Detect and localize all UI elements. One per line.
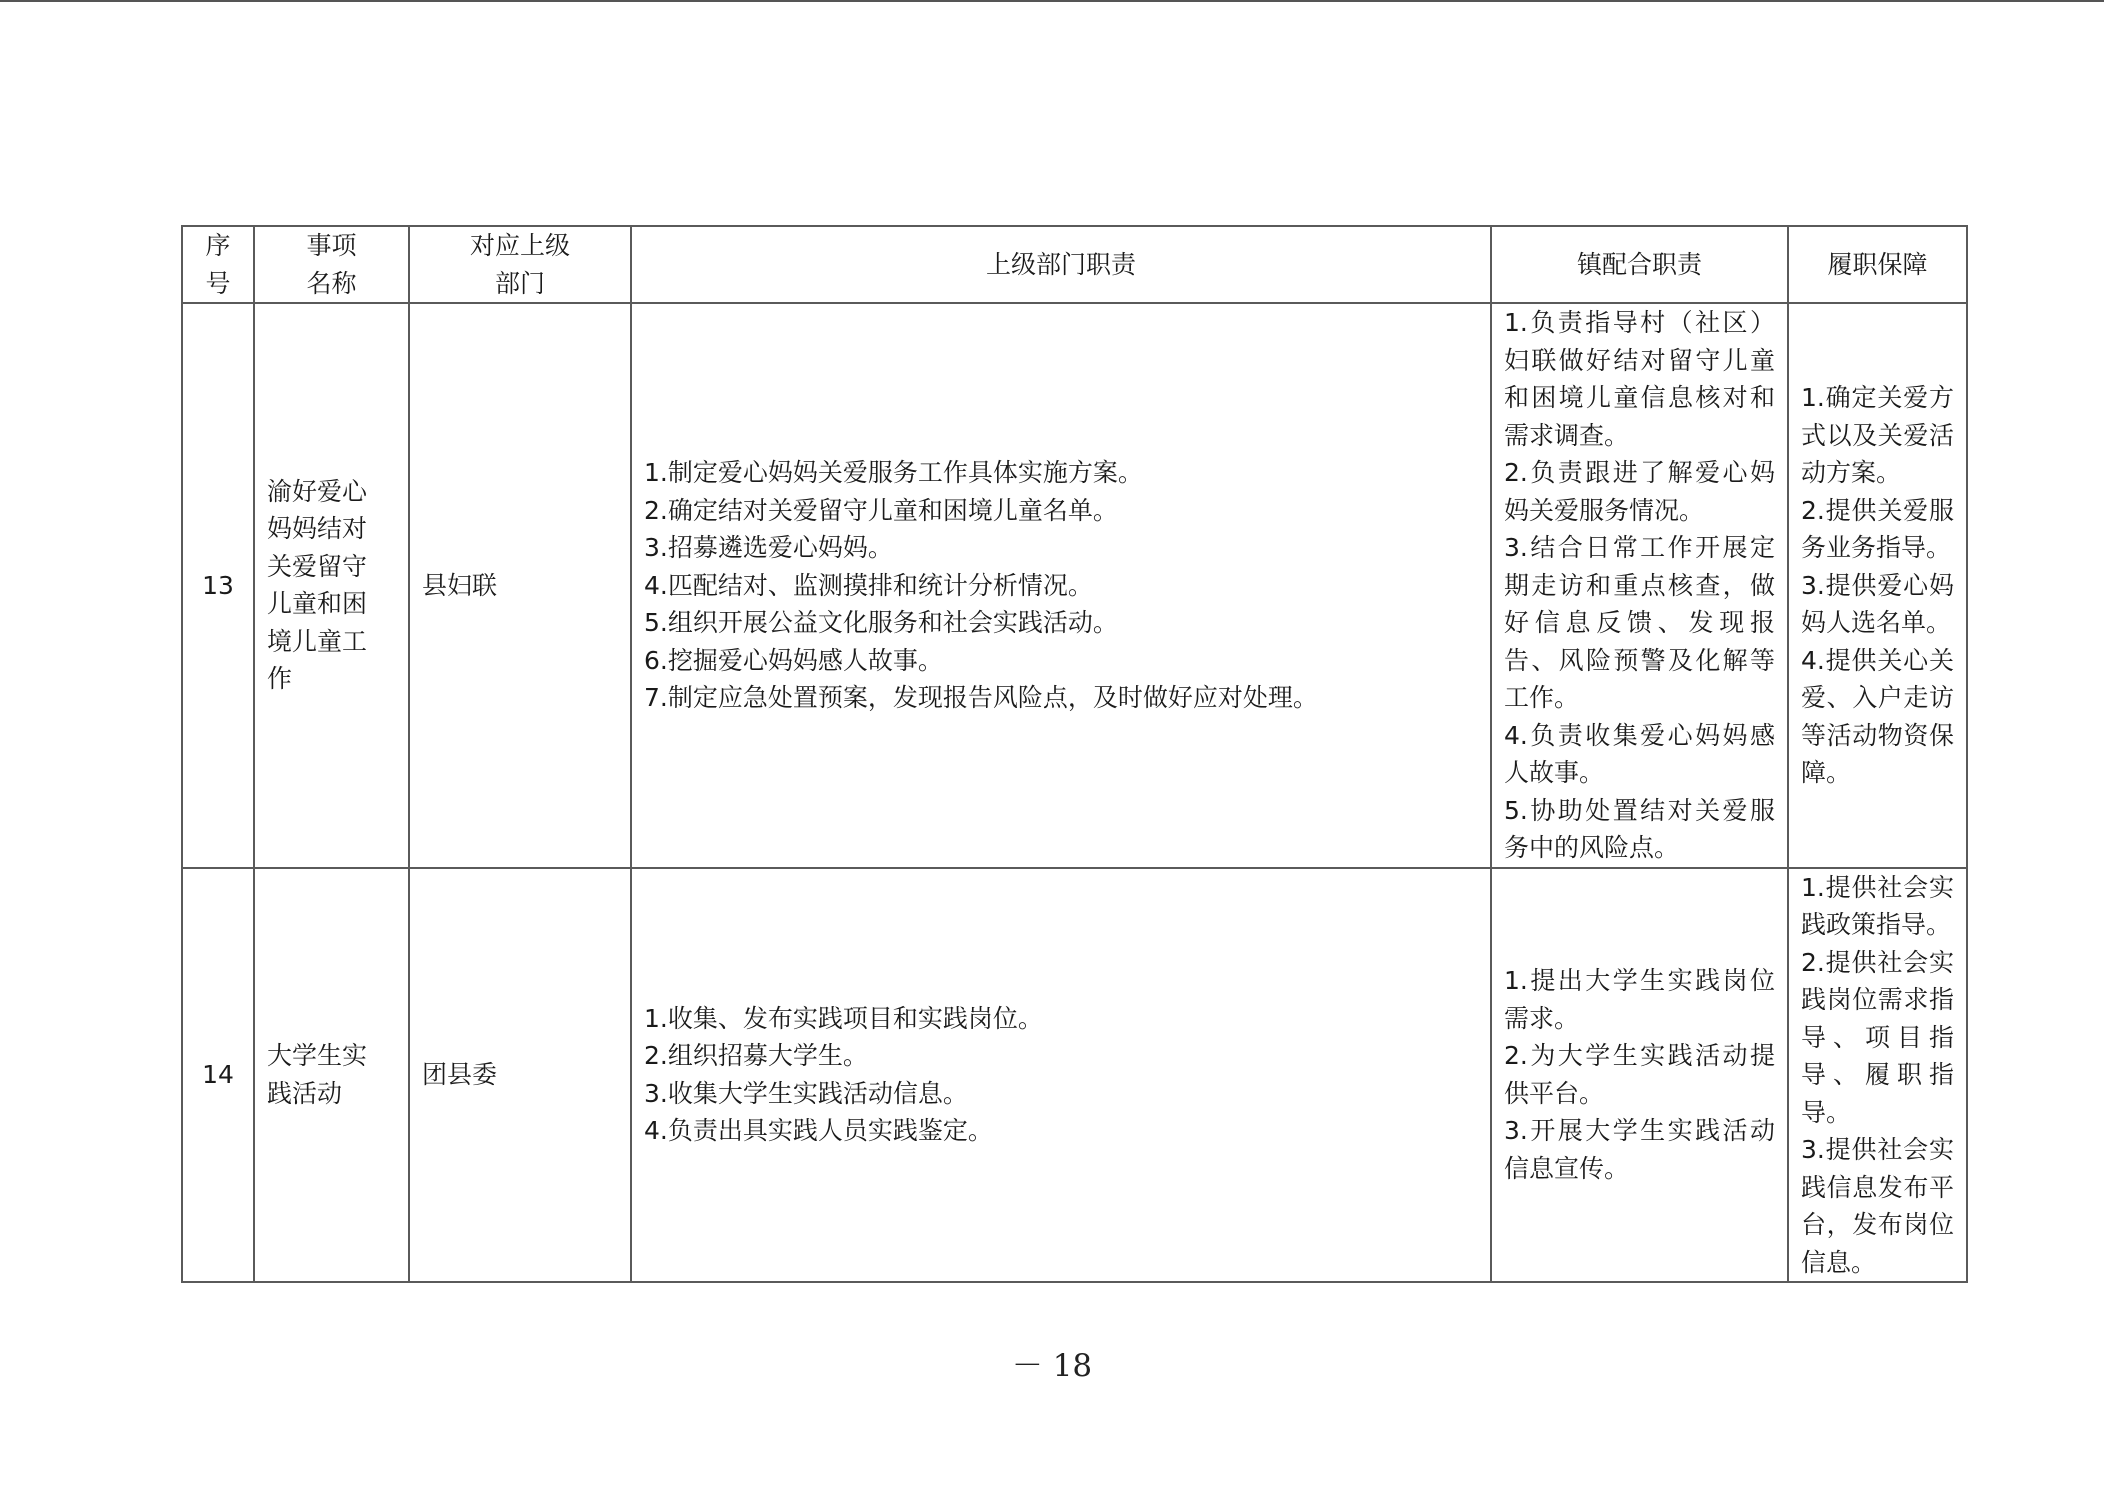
guarantee-item: 1.确定关爱方式以及关爱活动方案。 bbox=[1801, 383, 1954, 487]
duty-item: 6.挖掘爱心妈妈感人故事。 bbox=[644, 645, 943, 675]
item-name-line: 作 bbox=[267, 664, 293, 694]
duty-item: 2.确定结对关爱留守儿童和困境儿童名单。 bbox=[644, 495, 1118, 525]
row-duties bbox=[631, 303, 1491, 868]
header-item bbox=[254, 226, 409, 303]
row-town-duties bbox=[1491, 868, 1788, 1283]
town-duty-item: 3.结合日常工作开展定期走访和重点核查，做好信息反馈、发现报告、风险预警及化解等工作。 bbox=[1504, 533, 1775, 712]
table-row bbox=[182, 303, 1967, 868]
guarantee-item: 1.提供社会实践政策指导。 bbox=[1801, 872, 1954, 939]
guarantee-item: 2.提供社会实践岗位需求指导、项目指导、履职指导。 bbox=[1801, 947, 1954, 1127]
header-seq-line: 号 bbox=[205, 268, 231, 298]
row-duties bbox=[631, 868, 1491, 1283]
row-item-name bbox=[254, 868, 409, 1283]
page-top-border bbox=[0, 0, 2104, 2]
town-duty-item: 2.负责跟进了解爱心妈妈关爱服务情况。 bbox=[1504, 458, 1775, 525]
header-seq bbox=[182, 226, 254, 303]
row-seq: 14 bbox=[182, 868, 254, 1283]
town-duty-item: 4.负责收集爱心妈妈感人故事。 bbox=[1504, 720, 1775, 787]
row-dept: 团县委 bbox=[409, 868, 631, 1283]
duty-item: 1.收集、发布实践项目和实践岗位。 bbox=[644, 1003, 1043, 1033]
header-dept-line: 对应上级 bbox=[469, 231, 570, 260]
responsibility-table bbox=[181, 225, 1968, 1283]
item-name-line: 践活动 bbox=[267, 1078, 343, 1108]
town-duty-item: 5.协助处置结对关爱服务中的风险点。 bbox=[1504, 795, 1775, 862]
town-duty-item: 1.提出大学生实践岗位需求。 bbox=[1504, 966, 1775, 1033]
header-seq-line: 序 bbox=[205, 231, 231, 260]
header-dept bbox=[409, 226, 631, 303]
guarantee-item: 4.提供关心关爱、入户走访等活动物资保障。 bbox=[1801, 645, 1954, 787]
item-name-line: 境儿童工 bbox=[267, 626, 368, 656]
guarantee-item: 2.提供关爱服务业务指导。 bbox=[1801, 495, 1954, 562]
town-duty-item: 1.负责指导村（社区）妇联做好结对留守儿童和困境儿童信息核对和需求调查。 bbox=[1504, 308, 1775, 450]
table-row bbox=[182, 868, 1967, 1283]
town-duty-item: 2.为大学生实践活动提供平台。 bbox=[1504, 1041, 1775, 1108]
guarantee-item: 3.提供爱心妈妈人选名单。 bbox=[1801, 570, 1954, 637]
row-dept: 县妇联 bbox=[409, 303, 631, 868]
row-guarantee bbox=[1788, 868, 1967, 1283]
row-seq: 13 bbox=[182, 303, 254, 868]
page-number: － 18 bbox=[1011, 1348, 1093, 1384]
duty-item: 2.组织招募大学生。 bbox=[644, 1041, 868, 1071]
row-town-duties bbox=[1491, 303, 1788, 868]
table-header-row bbox=[182, 226, 1967, 303]
item-name-line: 妈妈结对 bbox=[267, 514, 368, 544]
item-name-line: 儿童和困 bbox=[267, 589, 368, 619]
header-item-line: 名称 bbox=[306, 268, 357, 298]
row-item-name bbox=[254, 303, 409, 868]
duty-item: 3.收集大学生实践活动信息。 bbox=[644, 1078, 968, 1108]
duty-item: 5.组织开展公益文化服务和社会实践活动。 bbox=[644, 608, 1118, 637]
town-duty-item: 3.开展大学生实践活动信息宣传。 bbox=[1504, 1116, 1775, 1183]
duty-item: 3.招募遴选爱心妈妈。 bbox=[644, 533, 893, 562]
header-guarantee: 履职保障 bbox=[1788, 226, 1967, 303]
header-town: 镇配合职责 bbox=[1491, 226, 1788, 303]
duty-item: 1.制定爱心妈妈关爱服务工作具体实施方案。 bbox=[644, 458, 1143, 487]
header-dept-line: 部门 bbox=[494, 268, 545, 298]
item-name-line: 渝好爱心 bbox=[267, 476, 368, 506]
duty-item: 7.制定应急处置预案，发现报告风险点，及时做好应对处理。 bbox=[644, 683, 1318, 712]
item-name-line: 大学生实 bbox=[267, 1041, 368, 1071]
header-duties: 上级部门职责 bbox=[631, 226, 1491, 303]
duty-item: 4.匹配结对、监测摸排和统计分析情况。 bbox=[644, 570, 1093, 600]
row-guarantee bbox=[1788, 303, 1967, 868]
guarantee-item: 3.提供社会实践信息发布平台，发布岗位信息。 bbox=[1801, 1135, 1954, 1277]
item-name-line: 关爱留守 bbox=[267, 551, 368, 581]
header-item-line: 事项 bbox=[306, 231, 357, 260]
duty-item: 4.负责出具实践人员实践鉴定。 bbox=[644, 1116, 993, 1146]
